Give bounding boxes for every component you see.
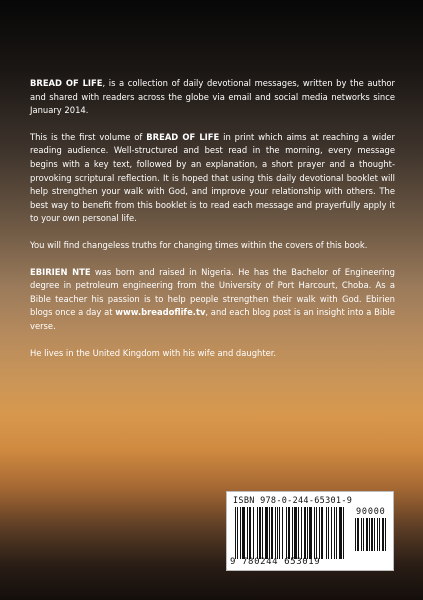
barcode-bar — [277, 507, 278, 559]
barcode-bar — [259, 507, 261, 559]
website-link[interactable]: www.breadoflife.tv — [115, 307, 206, 318]
volume-paragraph — [30, 131, 395, 226]
family-paragraph: He lives in the United Kingdom with his wife and daughter. — [30, 347, 277, 358]
barcode-bar — [321, 507, 323, 559]
barcode-bar — [328, 507, 329, 559]
barcode-bar — [304, 507, 306, 559]
barcode-bar — [253, 507, 254, 559]
barcode-bar — [279, 507, 280, 559]
barcode-bar — [307, 507, 308, 559]
barcode-bar — [247, 507, 248, 559]
barcode-bar — [366, 518, 368, 551]
barcode-bar — [374, 518, 375, 551]
volume-text: in print which aims at reaching a wider reading audience. Well-structured and best read in the morning, every message begins with a key text, followed by an explanation, a short prayer and a thought-provoking scriptural reflection. It is hoped that using this daily devotional booklet will help strengthen your walk with God, and improve your relationship with others. The best way to benefit from this booklet is to read each message and prayerfully apply it to your own personal life. — [30, 131, 395, 224]
barcode-bar — [262, 507, 263, 559]
barcode-bar — [343, 507, 344, 559]
barcode-bar — [288, 507, 290, 559]
barcode-bar — [319, 507, 320, 559]
book-title-inline: BREAD OF LIFE — [146, 131, 220, 142]
blurb-text — [30, 77, 395, 373]
price-addon-digits: 90000 — [356, 507, 386, 517]
barcode-bar — [235, 507, 236, 559]
truths-paragraph: You will find changeless truths for changing times within the covers of this book. — [30, 239, 368, 250]
barcode-bar — [339, 507, 342, 559]
barcode-bar — [371, 518, 373, 551]
author-bio-1: was born and raised in Nigeria. He has the Bachelor of Engineering degree in petroleum engineering from the University of Port Harcourt, Choba. As a Bible teacher his passion is to help people strengthen their walk with God. Ebirien blogs once a day at — [30, 266, 395, 318]
barcode-bar — [309, 507, 312, 559]
barcode-bar — [269, 507, 270, 559]
barcode-bar — [242, 507, 245, 559]
book-title: BREAD OF LIFE — [30, 78, 103, 88]
barcode-bar — [357, 518, 359, 551]
ean-barcode-bars — [235, 507, 346, 559]
barcode-bar — [240, 507, 241, 559]
author-bio-2: , and each blog post is an insight into a Bible verse. — [30, 307, 395, 331]
barcode-bar — [377, 518, 378, 551]
barcode-label — [226, 491, 394, 571]
barcode-bar — [249, 507, 251, 559]
barcode-bar — [363, 518, 364, 551]
barcode-bar — [314, 507, 315, 559]
barcode-bar — [282, 507, 283, 559]
barcode-bar — [361, 518, 362, 551]
barcode-bar — [257, 507, 258, 559]
barcode-bar — [286, 507, 287, 559]
barcode-bar — [275, 507, 276, 559]
barcode-bar — [336, 507, 337, 559]
barcode-bar — [382, 518, 384, 551]
barcode-bar — [355, 518, 356, 551]
addon-barcode-bars — [355, 518, 387, 551]
barcode-bar — [237, 507, 238, 559]
isbn-text: ISBN 978-0-244-65301-9 — [233, 496, 353, 506]
barcode-bar — [301, 507, 302, 559]
barcode-bar — [265, 507, 268, 559]
intro-text: , is a collection of daily devotional messages, written by the author and shared with readers across the globe via email and social media networks since January 2014. — [30, 78, 395, 116]
barcode-bar — [331, 507, 332, 559]
barcode-bar — [292, 507, 293, 559]
barcode-bar — [294, 507, 297, 559]
barcode-bar — [385, 518, 386, 551]
barcode-bar — [316, 507, 317, 559]
ean-digits: 9 780244 653019 — [230, 557, 321, 567]
author-paragraph — [30, 266, 395, 334]
barcode-bar — [271, 507, 273, 559]
author-name: EBIRIEN NTE — [30, 266, 91, 277]
volume-prefix: This is the first volume of — [30, 131, 147, 142]
barcode-bar — [326, 507, 327, 559]
barcode-bar — [379, 518, 380, 551]
intro-paragraph — [30, 77, 395, 118]
barcode-bar — [298, 507, 299, 559]
barcode-bar — [334, 507, 335, 559]
barcode-bar — [369, 518, 370, 551]
